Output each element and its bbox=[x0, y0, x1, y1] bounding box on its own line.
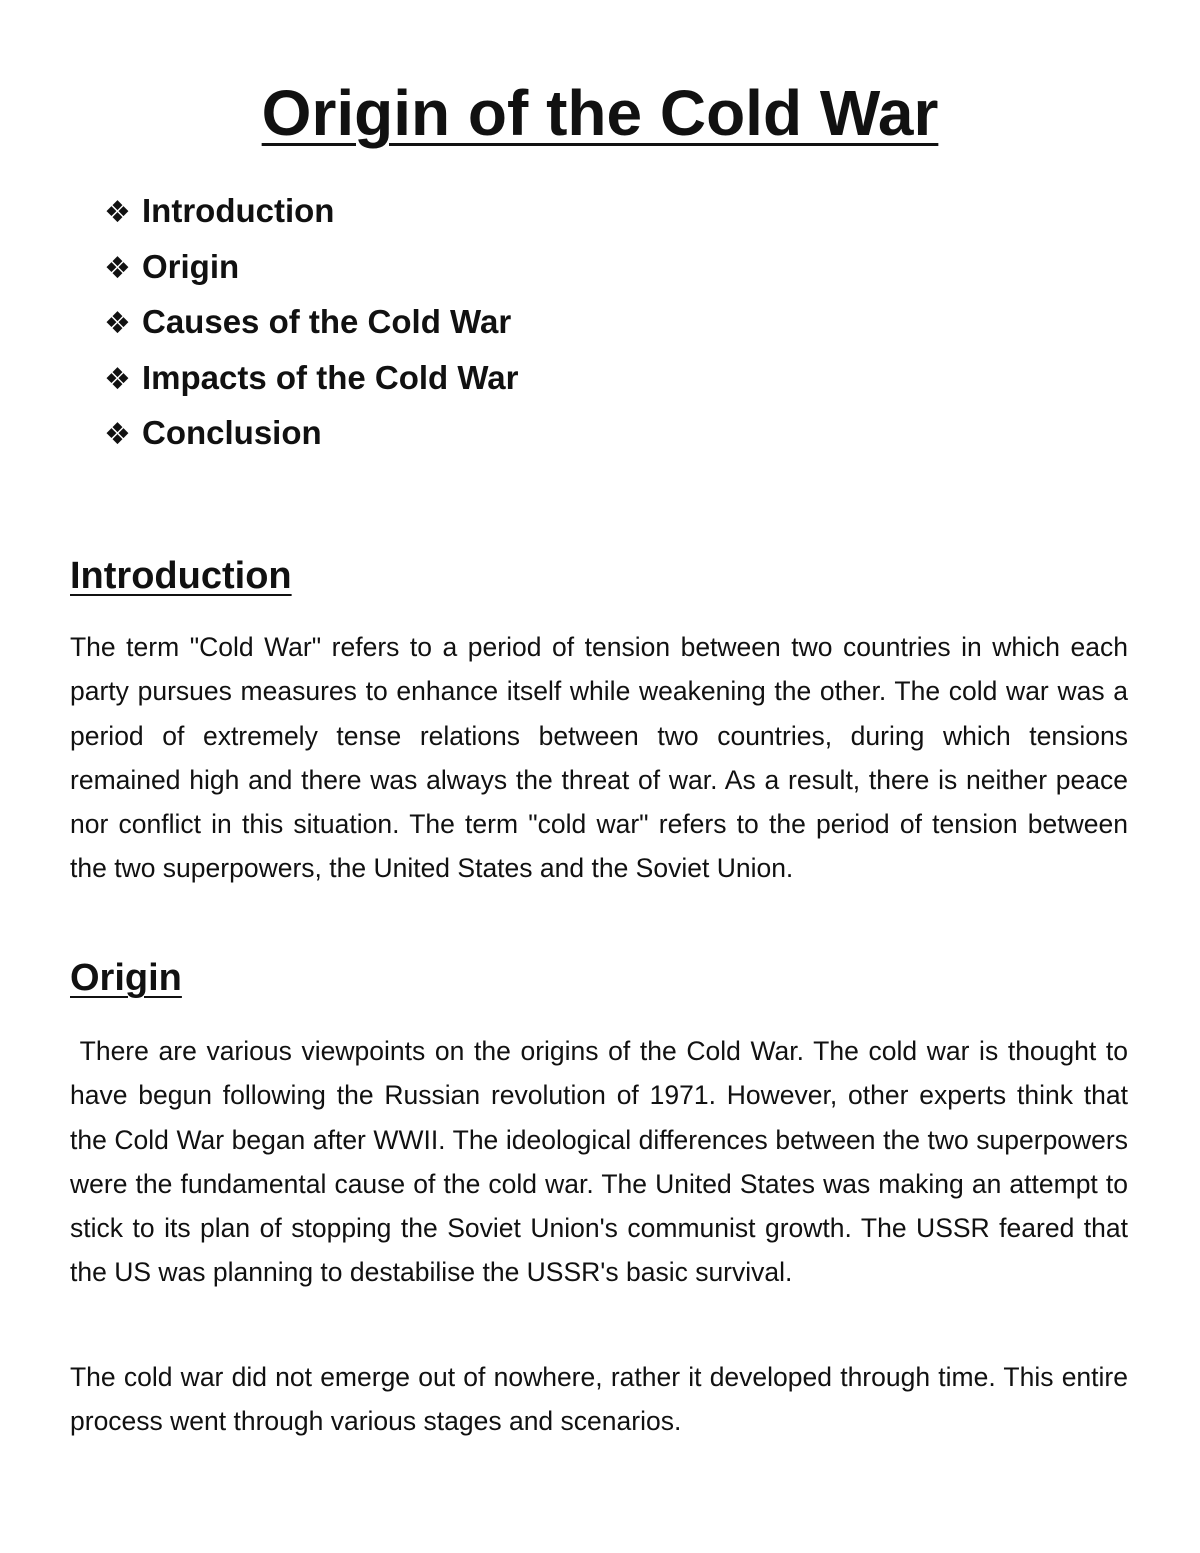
origin-heading: Origin bbox=[70, 957, 182, 999]
toc-item-impacts bbox=[104, 353, 518, 409]
table-of-contents bbox=[104, 186, 518, 464]
diamond-bullet-icon: ❖ bbox=[104, 195, 131, 230]
toc-item-label: Origin bbox=[142, 247, 240, 285]
introduction-paragraph: The term "Cold War" refers to a period of tension between two countries in which each party pursues measures to enhance itself while weakening the other. The cold war was a period of extremely tense relations between two countries, during which tensions remained high and there was always the threat of war. As a result, there is neither peace nor conflict in this situation. The term "cold war" refers to the period of tension between the two superpowers, the United States and the Soviet Union. bbox=[70, 632, 1128, 884]
toc-item-label: Introduction bbox=[142, 192, 335, 229]
toc-item-label: Causes of the Cold War bbox=[142, 303, 512, 340]
document-title: Origin of the Cold War bbox=[261, 77, 939, 149]
origin-paragraph-1: There are various viewpoints on the origins of the Cold War. The cold war is thought to have begun following the Russian revolution of 1971. However, other experts think that the Cold War began after WWII. The ideological differences between the two superpowers were the fundamental cause of the cold war. The United States was making an attempt to stick to its plan of stopping the Soviet Union's communist growth. The USSR feared that the US was planning to destabilise the USSR's basic survival. bbox=[70, 1036, 1136, 1288]
toc-item-label: Impacts of the Cold War bbox=[142, 358, 519, 396]
diamond-bullet-icon: ❖ bbox=[104, 250, 131, 286]
toc-item-conclusion bbox=[104, 408, 518, 464]
diamond-bullet-icon: ❖ bbox=[104, 361, 131, 397]
origin-paragraph-2: The cold war did not emerge out of nowhere, rather it developed through time. This entire process went through various stages and scenarios. bbox=[70, 1362, 1128, 1437]
toc-item-causes bbox=[104, 297, 518, 353]
diamond-bullet-icon: ❖ bbox=[104, 306, 131, 341]
toc-item-origin bbox=[104, 242, 518, 298]
diamond-bullet-icon: ❖ bbox=[104, 417, 131, 452]
introduction-heading: Introduction bbox=[70, 555, 292, 597]
toc-item-introduction bbox=[104, 186, 518, 242]
toc-item-label: Conclusion bbox=[142, 414, 322, 451]
